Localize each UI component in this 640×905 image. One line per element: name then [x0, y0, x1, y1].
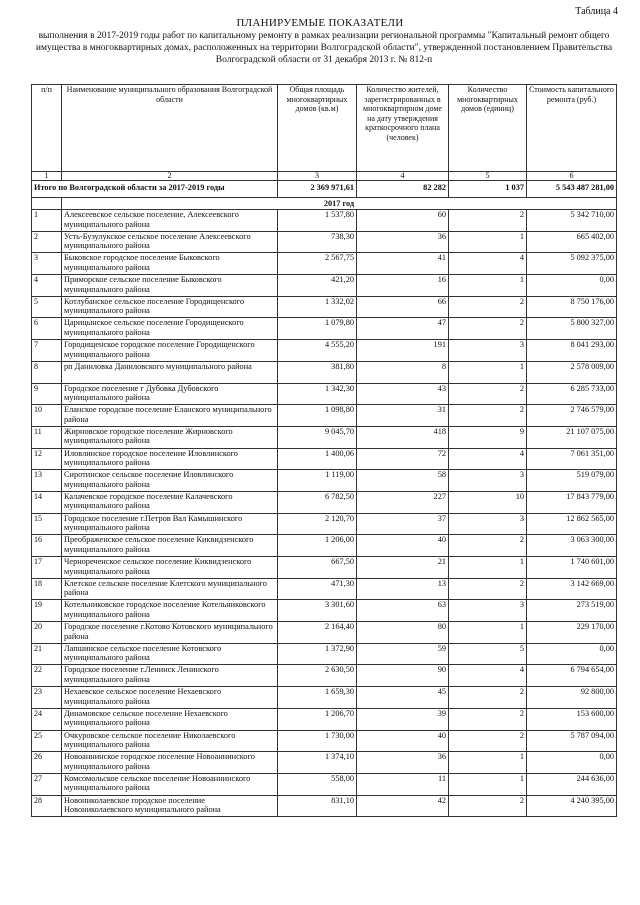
row-number: 6 [32, 318, 62, 340]
row-name: Котлубанское сельское поселение Городищенского муниципального района [62, 296, 278, 318]
row-area: 1 206,00 [278, 535, 357, 557]
table-row [32, 795, 617, 817]
row-number: 28 [32, 795, 62, 817]
row-cost: 6 285 733,00 [527, 383, 617, 405]
row-residents: 43 [357, 383, 449, 405]
row-name: Городское поселение г.Котово Котовского муниципального района [62, 622, 278, 644]
table-row [32, 340, 617, 362]
total-area: 2 369 971,61 [278, 181, 357, 198]
row-name: Алексеевское сельское поселение, Алексеевского муниципального района [62, 210, 278, 232]
row-name: Лапшинское сельское поселение Котовского муниципального района [62, 643, 278, 665]
row-houses: 1 [449, 622, 527, 644]
row-number: 10 [32, 405, 62, 427]
row-residents: 66 [357, 296, 449, 318]
row-houses: 2 [449, 296, 527, 318]
row-area: 1 098,80 [278, 405, 357, 427]
document-subtitle: выполнения в 2017-2019 годы работ по капитальному ремонту в рамках реализации региональной программы "Капитальный ремонт общего имущества в многоквартирных домах, расположенных на территории Волгоградской области", утвержденной постановлением Правительства Волгоградской области от 31 декабря 2013 г. № 812-п [35, 31, 613, 65]
row-cost: 3 063 300,00 [527, 535, 617, 557]
row-residents: 37 [357, 513, 449, 535]
row-number: 3 [32, 253, 62, 275]
row-area: 1 206,70 [278, 708, 357, 730]
row-residents: 418 [357, 426, 449, 448]
row-residents: 45 [357, 687, 449, 709]
row-area: 1 374,10 [278, 752, 357, 774]
row-number: 7 [32, 340, 62, 362]
table-row [32, 253, 617, 275]
row-name: Приморское сельское поселение Быковского муниципального района [62, 275, 278, 297]
row-houses: 1 [449, 773, 527, 795]
row-cost: 12 862 565,00 [527, 513, 617, 535]
row-name: Динамовское сельское поселение Нехаевского муниципального района [62, 708, 278, 730]
table-row [32, 448, 617, 470]
row-houses: 2 [449, 795, 527, 817]
row-area: 1 400,06 [278, 448, 357, 470]
row-residents: 21 [357, 557, 449, 579]
row-name: Жирновское городское поселение Жирновского муниципального района [62, 426, 278, 448]
row-name: Иловлинское городское поселение Иловлинского муниципального района [62, 448, 278, 470]
row-number: 5 [32, 296, 62, 318]
row-number: 4 [32, 275, 62, 297]
row-name: Новоаннинское городское поселение Новоаннинского муниципального района [62, 752, 278, 774]
row-number: 27 [32, 773, 62, 795]
row-number: 24 [32, 708, 62, 730]
column-header-residents: Количество жителей, зарегистрированных в многоквартирном доме на дату утверждения краткосрочного плана (человек) [357, 85, 449, 172]
total-label: Итого по Волгоградской области за 2017-2019 годы [32, 181, 278, 198]
row-cost: 519 079,00 [527, 470, 617, 492]
row-number: 13 [32, 470, 62, 492]
row-area: 1 372,90 [278, 643, 357, 665]
row-houses: 1 [449, 361, 527, 383]
row-name: Чернореченское сельское поселение Киквидзенского муниципального района [62, 557, 278, 579]
row-area: 831,10 [278, 795, 357, 817]
row-houses: 2 [449, 318, 527, 340]
table-row [32, 557, 617, 579]
row-cost: 4 240 395,00 [527, 795, 617, 817]
column-number-row [32, 172, 617, 181]
row-name: Котельниковское городское поселение Котельниковского муниципального района [62, 600, 278, 622]
row-houses: 10 [449, 491, 527, 513]
row-number: 1 [32, 210, 62, 232]
row-cost: 5 787 094,00 [527, 730, 617, 752]
row-residents: 36 [357, 231, 449, 253]
row-houses: 1 [449, 231, 527, 253]
row-area: 471,30 [278, 578, 357, 600]
row-name: Царицынское сельское поселение Городищенского муниципального района [62, 318, 278, 340]
row-houses: 3 [449, 600, 527, 622]
row-area: 4 555,20 [278, 340, 357, 362]
row-residents: 40 [357, 535, 449, 557]
row-number: 26 [32, 752, 62, 774]
total-row [32, 181, 617, 198]
row-cost: 244 636,00 [527, 773, 617, 795]
row-houses: 3 [449, 513, 527, 535]
row-name: Клетское сельское поселение Клетского муниципального района [62, 578, 278, 600]
row-houses: 2 [449, 210, 527, 232]
row-cost: 2 746 579,00 [527, 405, 617, 427]
row-name: Калачевское городское поселение Калачевского муниципального района [62, 491, 278, 513]
column-number: 1 [32, 172, 62, 181]
row-number: 15 [32, 513, 62, 535]
row-number: 20 [32, 622, 62, 644]
row-area: 3 301,60 [278, 600, 357, 622]
column-header-area: Общая площадь многоквартирных домов (кв.м) [278, 85, 357, 172]
row-area: 381,80 [278, 361, 357, 383]
row-residents: 63 [357, 600, 449, 622]
table-label: Таблица 4 [575, 6, 618, 17]
row-number: 2 [32, 231, 62, 253]
table-row [32, 535, 617, 557]
row-name: Комсомольское сельское поселение Новоаннинского муниципального района [62, 773, 278, 795]
row-cost: 6 794 654,00 [527, 665, 617, 687]
row-name: Городское поселение г.Ленинск Ленинского муниципального района [62, 665, 278, 687]
column-number: 3 [278, 172, 357, 181]
table-row [32, 491, 617, 513]
row-area: 1 730,00 [278, 730, 357, 752]
row-area: 2 164,40 [278, 622, 357, 644]
row-cost: 3 142 669,00 [527, 578, 617, 600]
document-title: ПЛАНИРУЕМЫЕ ПОКАЗАТЕЛИ [236, 17, 404, 29]
row-houses: 5 [449, 643, 527, 665]
table-row [32, 665, 617, 687]
row-area: 2 630,50 [278, 665, 357, 687]
column-header-number: п/п [32, 85, 62, 172]
row-area: 1 537,80 [278, 210, 357, 232]
row-residents: 13 [357, 578, 449, 600]
row-residents: 31 [357, 405, 449, 427]
row-cost: 21 107 075,00 [527, 426, 617, 448]
row-name: Новониколаевское городское поселение Новониколаевского муниципального района [62, 795, 278, 817]
row-area: 6 782,50 [278, 491, 357, 513]
row-number: 12 [32, 448, 62, 470]
row-residents: 80 [357, 622, 449, 644]
row-houses: 1 [449, 275, 527, 297]
row-name: Очкуровское сельское поселение Николаевского муниципального района [62, 730, 278, 752]
row-number: 16 [32, 535, 62, 557]
row-cost: 5 092 375,00 [527, 253, 617, 275]
year-row [32, 198, 617, 210]
row-area: 1 332,02 [278, 296, 357, 318]
row-area: 2 567,75 [278, 253, 357, 275]
row-residents: 39 [357, 708, 449, 730]
table-row [32, 318, 617, 340]
row-residents: 72 [357, 448, 449, 470]
table-row [32, 383, 617, 405]
row-number: 25 [32, 730, 62, 752]
table-row [32, 643, 617, 665]
row-cost: 92 800,00 [527, 687, 617, 709]
row-name: Быковское городское поселение Быковского муниципального района [62, 253, 278, 275]
total-houses: 1 037 [449, 181, 527, 198]
row-number: 22 [32, 665, 62, 687]
table-row [32, 622, 617, 644]
row-area: 421,20 [278, 275, 357, 297]
table-row [32, 405, 617, 427]
row-area: 738,30 [278, 231, 357, 253]
row-houses: 1 [449, 752, 527, 774]
column-number: 2 [62, 172, 278, 181]
row-number: 23 [32, 687, 62, 709]
row-area: 9 045,70 [278, 426, 357, 448]
table-row [32, 231, 617, 253]
row-cost: 5 342 710,00 [527, 210, 617, 232]
row-number: 11 [32, 426, 62, 448]
row-houses: 2 [449, 535, 527, 557]
row-houses: 4 [449, 253, 527, 275]
table-row [32, 470, 617, 492]
table-row [32, 296, 617, 318]
row-houses: 2 [449, 405, 527, 427]
row-residents: 90 [357, 665, 449, 687]
row-cost: 0,00 [527, 752, 617, 774]
row-residents: 58 [357, 470, 449, 492]
row-houses: 9 [449, 426, 527, 448]
row-houses: 3 [449, 470, 527, 492]
row-houses: 1 [449, 557, 527, 579]
row-area: 2 120,70 [278, 513, 357, 535]
row-area: 1 659,30 [278, 687, 357, 709]
row-name: Городское поселение г Дубовка Дубовского муниципального района [62, 383, 278, 405]
row-cost: 665 402,00 [527, 231, 617, 253]
table-row [32, 730, 617, 752]
row-houses: 4 [449, 665, 527, 687]
row-area: 667,50 [278, 557, 357, 579]
row-name: Преображенское сельское поселение Киквидзенского муниципального района [62, 535, 278, 557]
row-cost: 8 750 176,00 [527, 296, 617, 318]
row-number: 17 [32, 557, 62, 579]
row-cost: 2 578 009,00 [527, 361, 617, 383]
row-houses: 2 [449, 383, 527, 405]
row-cost: 229 170,00 [527, 622, 617, 644]
total-cost: 5 543 487 281,00 [527, 181, 617, 198]
row-cost: 7 061 351,00 [527, 448, 617, 470]
row-name: Городищенское городское поселение Городищенского муниципального района [62, 340, 278, 362]
row-cost: 0,00 [527, 275, 617, 297]
table-row [32, 361, 617, 383]
row-name: Усть-Бузулукское сельское поселение Алексеевского муниципального района [62, 231, 278, 253]
year-spacer [32, 198, 62, 210]
row-number: 19 [32, 600, 62, 622]
indicators-table [31, 84, 617, 817]
row-houses: 2 [449, 708, 527, 730]
row-cost: 153 600,00 [527, 708, 617, 730]
row-cost: 1 740 601,00 [527, 557, 617, 579]
row-residents: 16 [357, 275, 449, 297]
row-residents: 60 [357, 210, 449, 232]
table-row [32, 752, 617, 774]
row-name: Нехаевское сельское поселение Нехаевского муниципального района [62, 687, 278, 709]
row-number: 21 [32, 643, 62, 665]
row-cost: 0,00 [527, 643, 617, 665]
year-label: 2017 год [62, 198, 617, 210]
row-name: Городское поселение г.Петров Вал Камышинского муниципального района [62, 513, 278, 535]
row-houses: 2 [449, 578, 527, 600]
row-area: 1 079,80 [278, 318, 357, 340]
row-residents: 227 [357, 491, 449, 513]
row-cost: 273 519,00 [527, 600, 617, 622]
table-row [32, 687, 617, 709]
column-number: 6 [527, 172, 617, 181]
row-houses: 2 [449, 687, 527, 709]
row-houses: 3 [449, 340, 527, 362]
row-residents: 42 [357, 795, 449, 817]
row-residents: 191 [357, 340, 449, 362]
row-residents: 36 [357, 752, 449, 774]
row-residents: 8 [357, 361, 449, 383]
row-cost: 8 041 293,00 [527, 340, 617, 362]
table-header-row [32, 85, 617, 172]
row-area: 1 119,00 [278, 470, 357, 492]
column-number: 4 [357, 172, 449, 181]
row-houses: 4 [449, 448, 527, 470]
table-row [32, 600, 617, 622]
row-number: 18 [32, 578, 62, 600]
row-name: Сиротинское сельское поселение Иловлинского муниципального района [62, 470, 278, 492]
column-header-name: Наименование муниципального образования Волгоградской области [62, 85, 278, 172]
row-name: Еланское городское поселение Еланского муниципального района [62, 405, 278, 427]
column-header-cost: Стоимость капитального ремонта (руб.) [527, 85, 617, 172]
table-row [32, 578, 617, 600]
column-header-houses: Количество многоквартирных домов (единиц) [449, 85, 527, 172]
row-area: 1 342,30 [278, 383, 357, 405]
row-number: 14 [32, 491, 62, 513]
table-row [32, 426, 617, 448]
total-residents: 82 282 [357, 181, 449, 198]
table-row [32, 708, 617, 730]
row-residents: 47 [357, 318, 449, 340]
row-residents: 59 [357, 643, 449, 665]
table-row [32, 210, 617, 232]
row-area: 558,00 [278, 773, 357, 795]
row-number: 8 [32, 361, 62, 383]
row-residents: 40 [357, 730, 449, 752]
row-residents: 41 [357, 253, 449, 275]
row-residents: 11 [357, 773, 449, 795]
row-houses: 2 [449, 730, 527, 752]
column-number: 5 [449, 172, 527, 181]
row-name: рп Даниловка Даниловского муниципального района [62, 361, 278, 383]
table-row [32, 773, 617, 795]
row-cost: 17 843 779,00 [527, 491, 617, 513]
row-cost: 5 800 327,00 [527, 318, 617, 340]
table-row [32, 513, 617, 535]
row-number: 9 [32, 383, 62, 405]
table-row [32, 275, 617, 297]
